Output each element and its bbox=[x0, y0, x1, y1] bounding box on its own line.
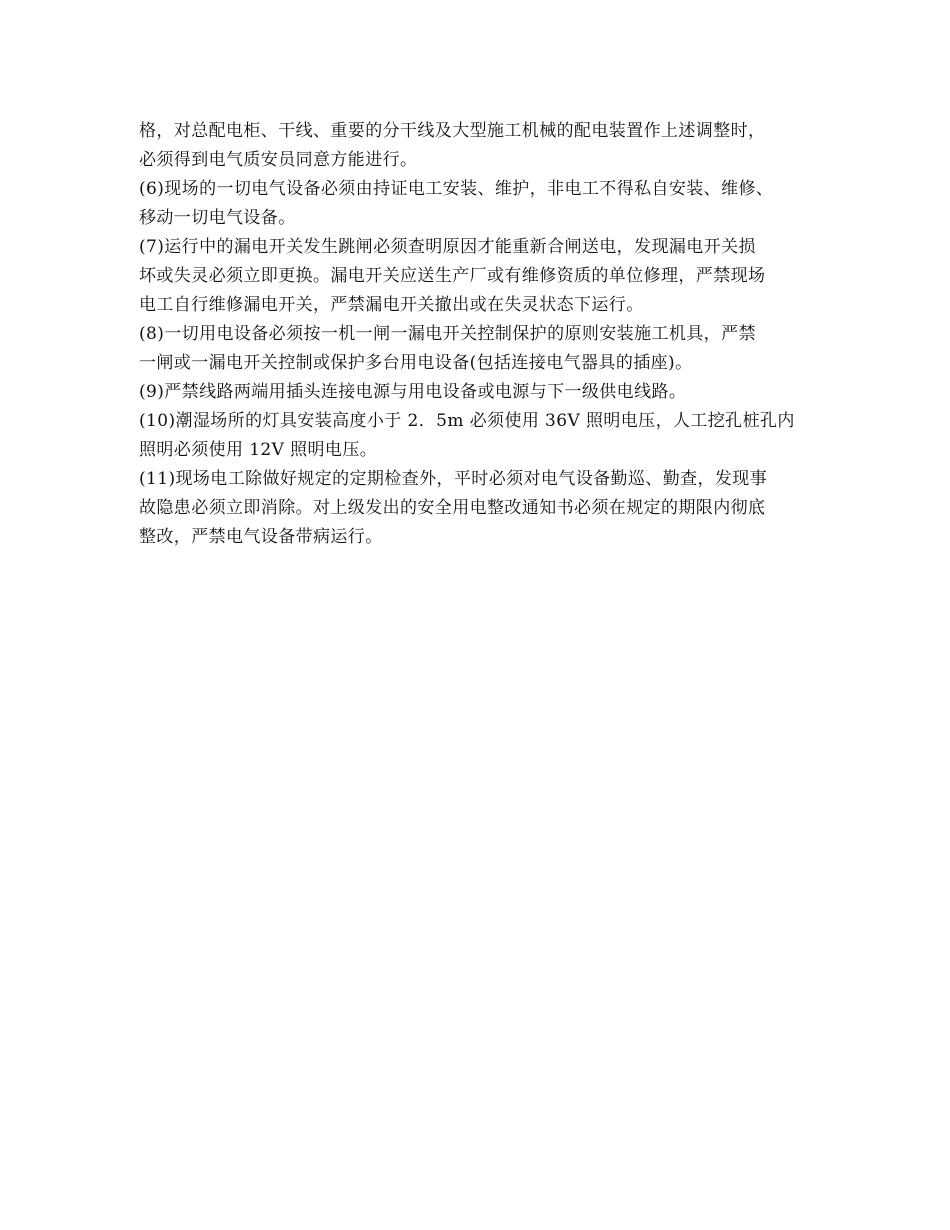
text-line: 坏或失灵必须立即更换。漏电开关应送生产厂或有维修资质的单位修理，严禁现场 bbox=[139, 266, 766, 286]
text-line: 必须得到电气质安员同意方能进行。 bbox=[139, 150, 418, 170]
text-line: (11)现场电工除做好规定的定期检查外，平时必须对电气设备勤巡、勤查，发现事 bbox=[139, 469, 768, 489]
text-line: 格，对总配电柜、干线、重要的分干线及大型施工机械的配电装置作上述调整时， bbox=[139, 121, 766, 141]
text-line: (8)一切用电设备必须按一机一闸一漏电开关控制保护的原则安装施工机具，严禁 bbox=[139, 324, 756, 344]
text-line: (7)运行中的漏电开关发生跳闸必须查明原因才能重新合闸送电，发现漏电开关损 bbox=[139, 237, 756, 257]
text-line: 一闸或一漏电开关控制或保护多台用电设备(包括连接电气器具的插座)。 bbox=[139, 353, 693, 373]
text-line: 故隐患必须立即消除。对上级发出的安全用电整改通知书必须在规定的期限内彻底 bbox=[139, 498, 766, 518]
text-line: 整改，严禁电气设备带病运行。 bbox=[139, 527, 383, 547]
document-body bbox=[139, 117, 839, 552]
text-line: (10)潮湿场所的灯具安装高度小于 2．5m 必须使用 36V 照明电压，人工挖孔桩孔内 bbox=[139, 411, 795, 431]
text-line: (9)严禁线路两端用插头连接电源与用电设备或电源与下一级供电线路。 bbox=[139, 382, 687, 402]
text-line: 电工自行维修漏电开关，严禁漏电开关撤出或在失灵状态下运行。 bbox=[139, 295, 644, 315]
text-line: (6)现场的一切电气设备必须由持证电工安装、维护，非电工不得私自安装、维修、 bbox=[139, 179, 774, 199]
text-line: 照明必须使用 12V 照明电压。 bbox=[139, 440, 378, 460]
text-line: 移动一切电气设备。 bbox=[139, 208, 296, 228]
